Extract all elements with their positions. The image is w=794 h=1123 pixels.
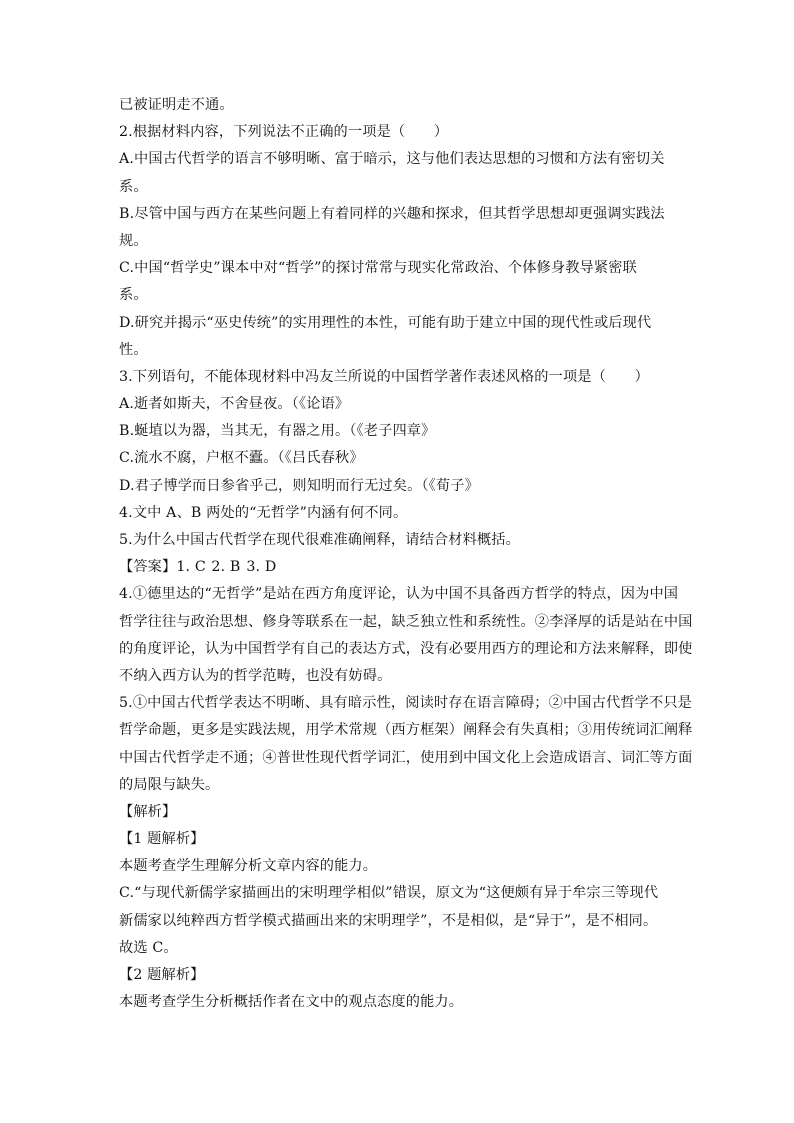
answer-5-line-3: 中国古代哲学走不通；④普世性现代哲学词汇，使用到中国文化上会造成语言、词汇等方面 xyxy=(119,749,693,766)
text-line: 已被证明走不通。 xyxy=(119,97,234,113)
answer-row xyxy=(119,554,675,581)
answer-4-line-3: 的角度评论，认为中国哲学有自己的表达方式，没有必要用西方的理论和方法来解释，即使 xyxy=(119,640,693,657)
question-2-stem: 2.根据材料内容，下列说法不正确的一项是（ ） xyxy=(119,124,449,141)
option-3d: D.君子博学而日参省乎己，则知明而行无过矣。（《荀子》 xyxy=(119,477,479,494)
q1-analysis-text: 本题考查学生理解分析文章内容的能力。 xyxy=(119,858,378,875)
option-2a-line-1: A.中国古代哲学的语言不够明晰、富于暗示，这与他们表达思想的习惯和方法有密切关 xyxy=(119,151,665,168)
option-2b-line-1: B.尽管中国与西方在某些问题上有着同样的兴趣和探求，但其哲学思想却更强调实践法 xyxy=(119,205,665,222)
question-3-stem: 3.下列语句，不能体现材料中冯友兰所说的中国哲学著作表述风格的一项是（ ） xyxy=(119,368,649,385)
option-2c-line-1: C.中国“哲学史”课本中对“哲学”的探讨常常与现实化常政治、个体修身教导紧密联 xyxy=(119,260,637,277)
document-body xyxy=(119,92,693,1016)
answer-4-line-1: 4.①德里达的“无哲学”是站在西方角度评论，认为中国不具备西方哲学的特点，因为中国 xyxy=(119,586,679,603)
option-3b: B.蜒埴以为器，当其无，有器之用。（《老子四章》 xyxy=(119,423,436,440)
answer-4-line-2: 哲学往往与政治思想、修身等联系在一起，缺乏独立性和系统性。②李泽厚的话是站在中国 xyxy=(119,613,693,630)
option-2b-line-2: 规。 xyxy=(119,232,148,249)
q1-conclusion: 故选 C。 xyxy=(119,939,178,956)
q1-analysis-line-1: C.“与现代新儒学家描画出的宋明理学相似”错误，原文为“这便颇有异于牟宗三等现代 xyxy=(119,885,659,902)
answer-label: 【答案】 xyxy=(119,559,177,576)
option-3c: C.流水不腐，户枢不蠹。（《吕氏春秋》 xyxy=(119,450,364,467)
option-2a-line-2: 系。 xyxy=(119,178,148,195)
option-2d-line-2: 性。 xyxy=(119,341,148,358)
answer-2: 2. B xyxy=(211,559,241,576)
question-4: 4.文中 A、B 两处的“无哲学”内涵有何不同。 xyxy=(119,504,408,521)
option-2c-line-2: 系。 xyxy=(119,287,148,304)
q1-analysis-heading: 【1 题解析】 xyxy=(119,831,205,848)
q2-analysis-heading: 【2 题解析】 xyxy=(119,967,205,983)
answer-3: 3. D xyxy=(246,559,277,576)
answer-1: 1. C xyxy=(176,559,206,576)
answer-4-line-4: 不纳入西方认为的哲学范畴，也没有妨碍。 xyxy=(119,667,392,684)
option-3a: A.逝者如斯夫，不舍昼夜。（《论语》 xyxy=(119,396,350,413)
answer-5-line-1: 5.①中国古代哲学表达不明晰、具有暗示性，阅读时存在语言障碍；②中国古代哲学不只是 xyxy=(119,695,693,712)
answer-5-line-4: 的局限与缺失。 xyxy=(119,776,220,793)
q2-analysis-text: 本题考查学生分析概括作者在文中的观点态度的能力。 xyxy=(119,994,464,1011)
q1-analysis-line-2: 新儒家以纯粹西方哲学模式描画出来的宋明理学”，不是相似，是“异于”，是不相同。 xyxy=(119,912,658,929)
option-2d-line-1: D.研究并揭示“巫史传统”的实用理性的本性，可能有助于建立中国的现代性或后现代 xyxy=(119,314,652,331)
question-5: 5.为什么中国古代哲学在现代很难准确阐释，请结合材料概括。 xyxy=(119,532,520,548)
answer-5-line-2: 哲学命题，更多是实践法规，用学术常规（西方框架）阐释会有失真相；③用传统词汇阐释 xyxy=(119,722,693,739)
analysis-heading: 【解析】 xyxy=(119,803,177,820)
